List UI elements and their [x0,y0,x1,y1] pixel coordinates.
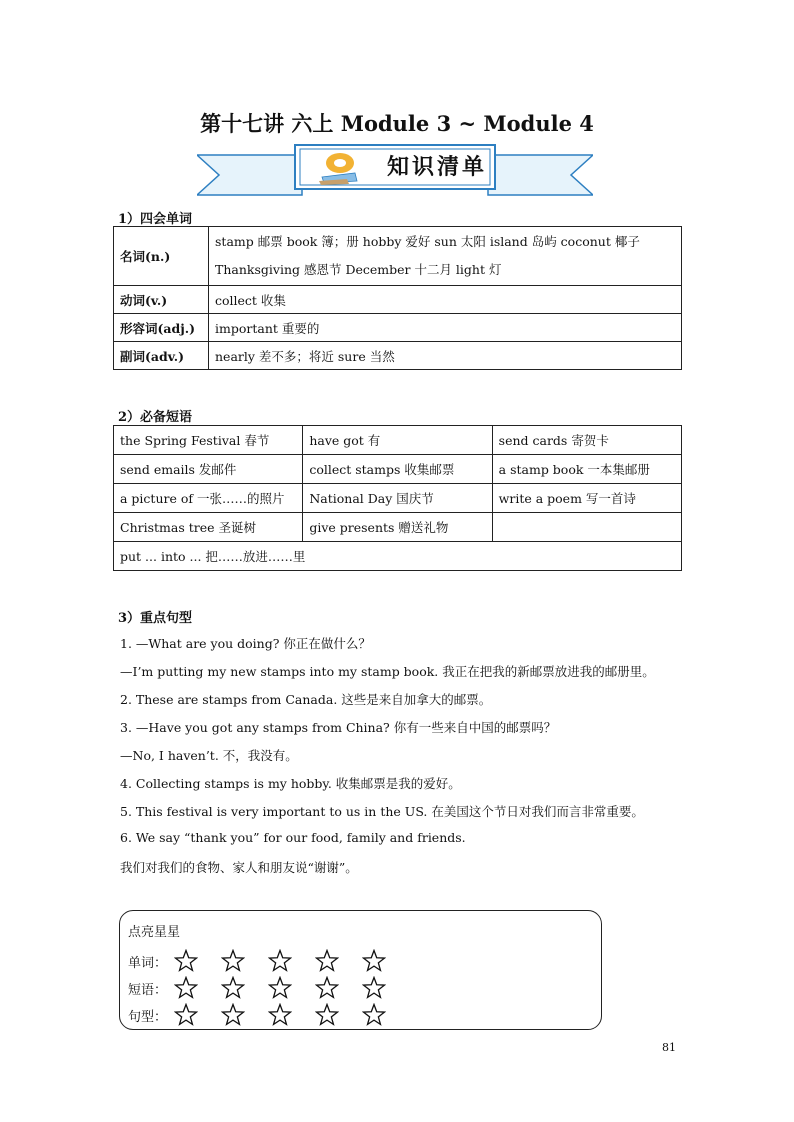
table-row [114,484,682,513]
phrases-heading: 2）必备短语 [118,410,193,425]
star-icon[interactable] [174,976,198,1000]
sentence-line: 3. —Have you got any stamps from China? 你有一些来自中国的邮票吗？ [120,720,557,735]
table-row [114,286,682,314]
phrase-cell [492,513,681,542]
star-row-label: 单词： [128,955,168,971]
table-row [114,227,682,286]
table-row [114,314,682,342]
page-title: 第十七讲 六上 Module 3 ~ Module 4 [200,111,594,136]
star-rating-box [119,910,602,1030]
star-icon[interactable] [221,1003,245,1027]
phrase-cell: write a poem 写一首诗 [492,484,681,513]
phrase-cell: a picture of 一张……的照片 [114,484,303,513]
star-icon[interactable] [174,1003,198,1027]
banner-label: 知识清单 [386,154,487,180]
star-icon[interactable] [362,949,386,973]
star-icon[interactable] [268,976,292,1000]
sentence-line: 5. This festival is very important to us in the US. 在美国这个节日对我们而言非常重要。 [120,804,644,819]
star-icon[interactable] [174,949,198,973]
star-row-words [128,948,409,974]
star-box-title: 点亮星星 [128,925,181,940]
sentence-line: 6. We say “thank you” for our food, family and friends. [120,830,466,845]
vocab-cell: important 重要的 [209,314,682,342]
star-icon[interactable] [221,949,245,973]
star-icon[interactable] [221,976,245,1000]
phrase-cell: the Spring Festival 春节 [114,426,303,455]
vocab-label: 形容词(adj.) [114,314,209,342]
star-icon[interactable] [268,949,292,973]
star-row-label: 短语： [128,982,168,998]
sentence-line: —I’m putting my new stamps into my stamp book. 我正在把我的新邮票放进我的邮册里。 [120,664,655,679]
phrase-cell: send emails 发邮件 [114,455,303,484]
phrase-cell: Christmas tree 圣诞树 [114,513,303,542]
phrases-table [113,425,682,571]
vocab-table [113,226,682,370]
sentence-line: 1. —What are you doing? 你正在做什么？ [120,636,371,651]
star-icon[interactable] [362,1003,386,1027]
sentence-line: 2. These are stamps from Canada. 这些是来自加拿大的邮票。 [120,692,492,707]
sentence-line: 4. Collecting stamps is my hobby. 收集邮票是我的爱好。 [120,776,461,791]
table-row [114,513,682,542]
phrase-cell: collect stamps 收集邮票 [303,455,492,484]
star-icon[interactable] [362,976,386,1000]
vocab-label: 名词(n.) [114,227,209,286]
vocab-cell: collect 收集 [209,286,682,314]
vocab-cell: nearly 差不多；将近 sure 当然 [209,342,682,370]
page-number: 81 [662,1041,676,1054]
vocab-line: Thanksgiving 感恩节 December 十二月 light 灯 [215,262,502,277]
vocab-label: 副词(adv.) [114,342,209,370]
star-icon[interactable] [315,976,339,1000]
phrase-cell: give presents 赠送礼物 [303,513,492,542]
star-icon[interactable] [315,949,339,973]
vocab-heading: 1）四会单词 [118,212,193,227]
phrase-cell: have got 有 [303,426,492,455]
table-row [114,455,682,484]
vocab-label: 动词(v.) [114,286,209,314]
phrase-cell: a stamp book 一本集邮册 [492,455,681,484]
phrase-cell: send cards 寄贺卡 [492,426,681,455]
star-row-phrases [128,975,409,1001]
phrase-cell: put ... into ... 把……放进……里 [114,542,682,571]
star-row-sentences [128,1002,409,1028]
sentence-line: —No, I haven’t. 不，我没有。 [120,748,298,763]
sentence-line: 我们对我们的食物、家人和朋友说“谢谢”。 [120,860,358,875]
sentences-heading: 3）重点句型 [118,611,193,626]
star-row-label: 句型： [128,1009,168,1025]
vocab-line: stamp 邮票 book 簿；册 hobby 爱好 sun 太阳 island 岛屿 coconut 椰子 [215,234,640,249]
table-row [114,426,682,455]
table-row [114,342,682,370]
vocab-cell [209,227,682,286]
table-row [114,542,682,571]
phrase-cell: National Day 国庆节 [303,484,492,513]
star-icon[interactable] [315,1003,339,1027]
star-icon[interactable] [268,1003,292,1027]
